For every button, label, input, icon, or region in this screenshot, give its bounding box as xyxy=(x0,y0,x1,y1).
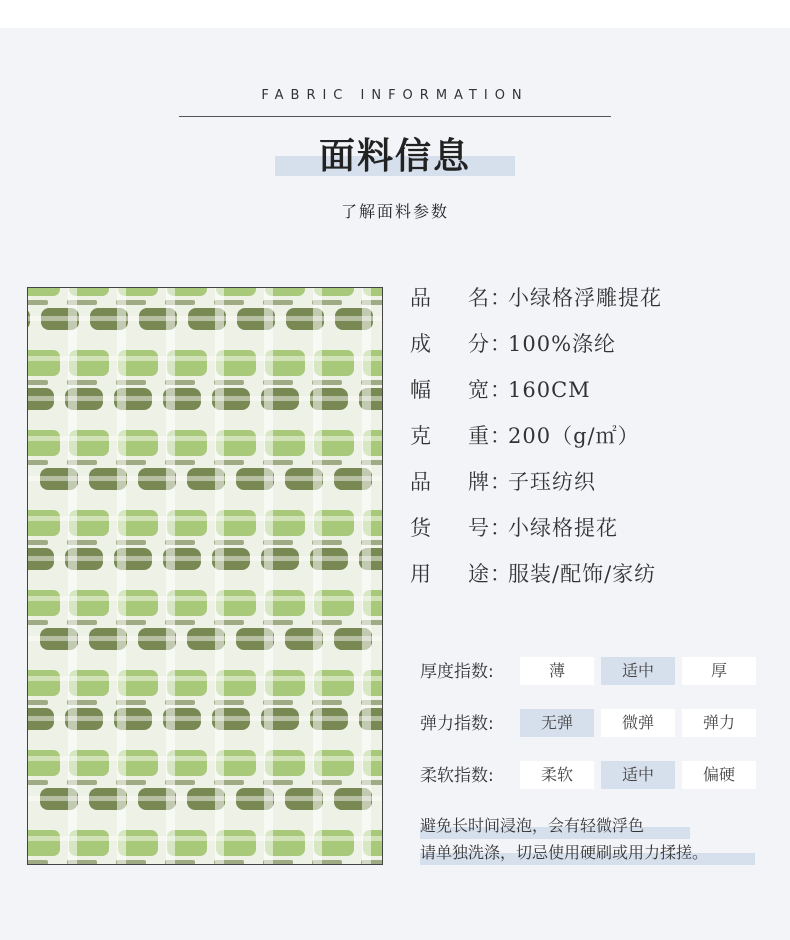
spec-label: 克 重： xyxy=(410,424,512,448)
fabric-check xyxy=(28,556,382,561)
spec-value: 200（g/㎡） xyxy=(508,424,640,448)
fabric-check xyxy=(28,316,382,321)
index-option: 偏硬 xyxy=(682,761,756,789)
fabric-check xyxy=(28,476,382,481)
fabric-check xyxy=(28,430,60,456)
fabric-check xyxy=(28,380,48,385)
fabric-check xyxy=(28,756,382,761)
spec-label: 成 分： xyxy=(410,332,512,356)
spec-value: 子珏纺织 xyxy=(508,470,596,494)
fabric-check xyxy=(28,860,48,864)
fabric-check xyxy=(28,780,48,785)
spec-label: 用 途： xyxy=(410,562,512,586)
spec-value: 100%涤纶 xyxy=(508,332,617,356)
fabric-check xyxy=(117,288,126,864)
fabric-check xyxy=(215,288,224,864)
spec-row-composition xyxy=(410,329,616,359)
fabric-check xyxy=(28,510,60,536)
fabric-pattern-image xyxy=(28,288,382,864)
fabric-check xyxy=(28,836,382,841)
fabric-check xyxy=(68,288,77,864)
spec-value: 小绿格提花 xyxy=(508,516,618,540)
english-title: FABRIC INFORMATION xyxy=(261,88,529,103)
index-option: 适中 xyxy=(601,657,675,685)
fabric-check xyxy=(28,636,382,641)
title-divider xyxy=(179,116,611,117)
fabric-check xyxy=(28,620,48,625)
fabric-check xyxy=(264,288,273,864)
fabric-check xyxy=(28,590,60,616)
fabric-photo xyxy=(27,287,383,865)
fabric-check xyxy=(28,516,382,521)
top-band xyxy=(0,0,790,28)
spec-value: 小绿格浮雕提花 xyxy=(508,286,662,310)
index-label: 柔软指数: xyxy=(420,766,494,786)
spec-row-name xyxy=(410,283,662,313)
page-title: 面料信息 xyxy=(318,136,471,177)
spec-value: 160CM xyxy=(508,378,591,402)
index-label: 厚度指数: xyxy=(420,662,494,682)
index-label: 弹力指数: xyxy=(420,714,494,734)
fabric-check xyxy=(28,436,382,441)
spec-row-brand xyxy=(410,467,596,497)
fabric-check xyxy=(28,670,60,696)
spec-label: 幅 宽： xyxy=(410,378,512,402)
spec-label: 品 牌： xyxy=(410,470,512,494)
spec-value: 服装/配饰/家纺 xyxy=(508,562,657,586)
care-line: 避免长时间浸泡，会有轻微浮色 xyxy=(420,816,645,835)
index-option: 无弹 xyxy=(520,709,594,737)
fabric-check xyxy=(28,350,60,376)
index-option: 薄 xyxy=(520,657,594,685)
fabric-check xyxy=(28,300,48,305)
spec-row-usage xyxy=(410,559,656,589)
spec-row-weight xyxy=(410,421,640,451)
fabric-check xyxy=(362,288,371,864)
fabric-check xyxy=(28,288,60,296)
fabric-check xyxy=(28,356,382,361)
fabric-check xyxy=(313,288,322,864)
fabric-check xyxy=(28,676,382,681)
index-option: 厚 xyxy=(682,657,756,685)
fabric-check xyxy=(28,830,60,856)
fabric-check xyxy=(28,596,382,601)
fabric-check xyxy=(28,460,48,465)
index-option: 弹力 xyxy=(682,709,756,737)
page-subtitle: 了解面料参数 xyxy=(340,202,449,221)
spec-row-item-number xyxy=(410,513,618,543)
fabric-check xyxy=(28,750,60,776)
index-option: 适中 xyxy=(601,761,675,789)
fabric-check xyxy=(28,796,382,801)
index-option: 微弹 xyxy=(601,709,675,737)
fabric-check xyxy=(28,716,382,721)
fabric-check xyxy=(166,288,175,864)
spec-label: 品 名： xyxy=(410,286,512,310)
care-line: 请单独洗涤，切忌使用硬刷或用力揉搓。 xyxy=(420,843,709,862)
fabric-check xyxy=(28,700,48,705)
spec-row-width xyxy=(410,375,591,405)
fabric-check xyxy=(28,396,382,401)
index-option: 柔软 xyxy=(520,761,594,789)
spec-label: 货 号： xyxy=(410,516,512,540)
fabric-check xyxy=(28,540,48,545)
